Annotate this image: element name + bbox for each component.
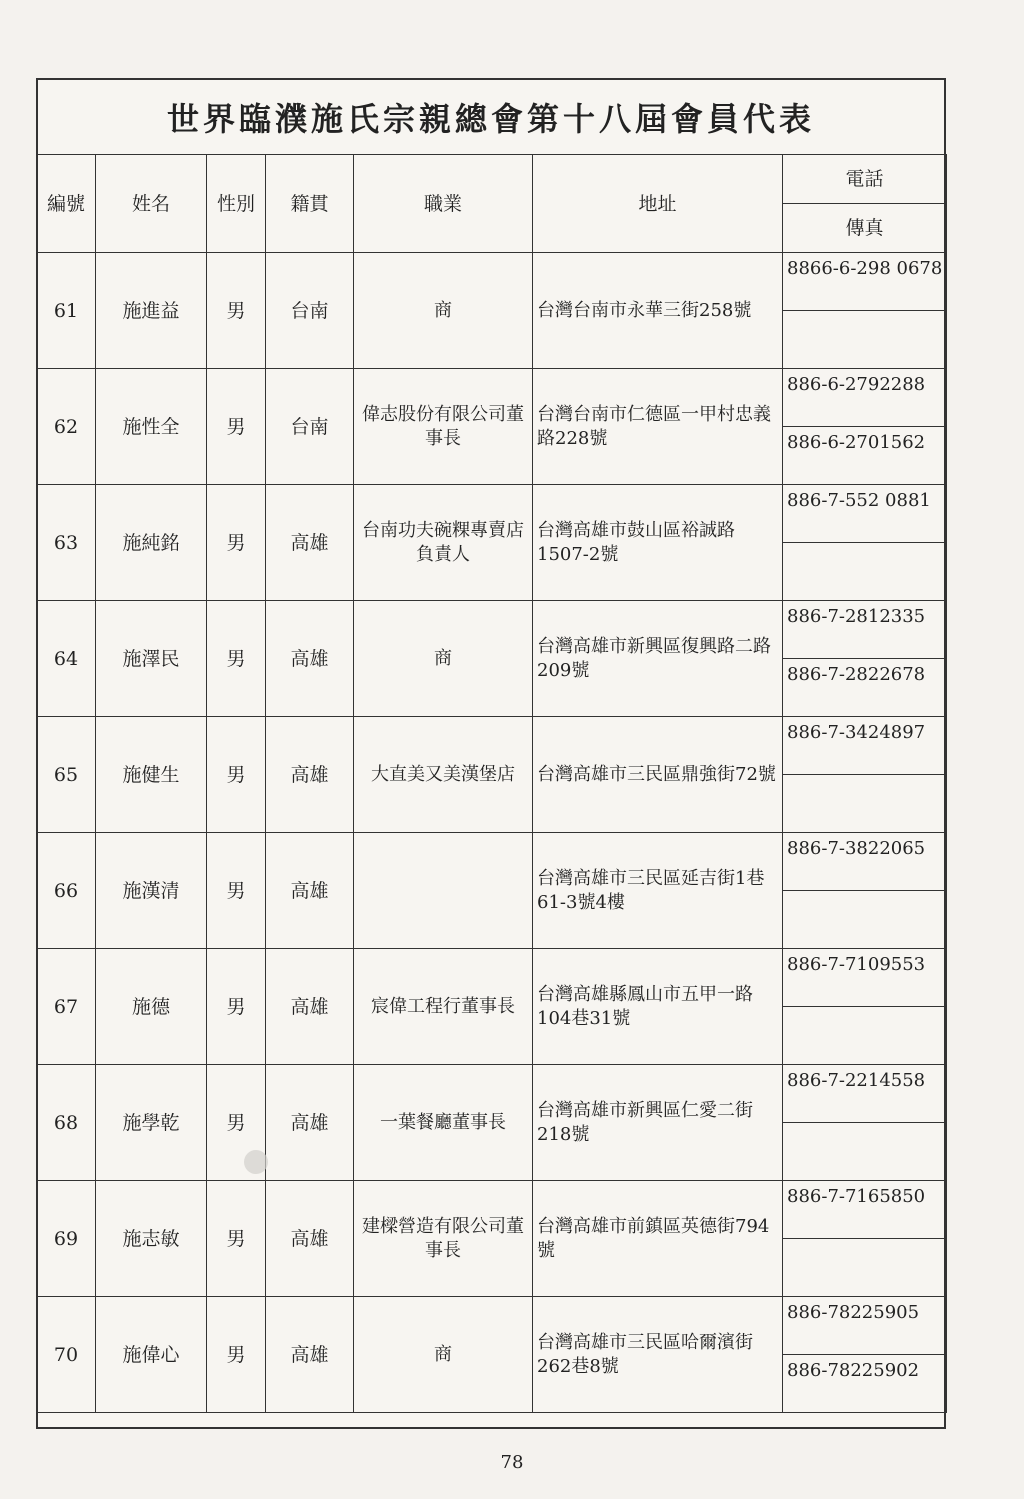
cell-occupation: 建樑營造有限公司董事長 — [354, 1181, 533, 1297]
header-address: 地址 — [533, 155, 783, 253]
cell-fax — [783, 775, 947, 833]
cell-no: 65 — [37, 717, 96, 833]
cell-phone: 8866-6-298 0678 — [783, 253, 947, 311]
table-row — [37, 1297, 947, 1355]
cell-occupation: 宸偉工程行董事長 — [354, 949, 533, 1065]
cell-origin: 台南 — [266, 369, 354, 485]
cell-gender: 男 — [207, 1297, 266, 1413]
cell-name: 施志敏 — [96, 1181, 207, 1297]
cell-gender: 男 — [207, 485, 266, 601]
cell-gender: 男 — [207, 369, 266, 485]
cell-gender: 男 — [207, 949, 266, 1065]
cell-gender: 男 — [207, 1181, 266, 1297]
cell-gender: 男 — [207, 1065, 266, 1181]
cell-fax — [783, 543, 947, 601]
cell-fax — [783, 1007, 947, 1065]
header-fax: 傳真 — [783, 204, 947, 253]
cell-gender: 男 — [207, 601, 266, 717]
header-name: 姓名 — [96, 155, 207, 253]
stain-mark — [244, 1150, 268, 1174]
cell-name: 施學乾 — [96, 1065, 207, 1181]
cell-no: 70 — [37, 1297, 96, 1413]
cell-origin: 高雄 — [266, 1065, 354, 1181]
cell-address: 台灣高雄市三民區哈爾濱街262巷8號 — [533, 1297, 783, 1413]
cell-phone: 886-7-3424897 — [783, 717, 947, 775]
cell-occupation: 大直美又美漢堡店 — [354, 717, 533, 833]
cell-no: 68 — [37, 1065, 96, 1181]
cell-no: 69 — [37, 1181, 96, 1297]
cell-phone: 886-7-7109553 — [783, 949, 947, 1007]
cell-origin: 高雄 — [266, 601, 354, 717]
header-gender: 性別 — [207, 155, 266, 253]
cell-phone: 886-7-552 0881 — [783, 485, 947, 543]
cell-fax: 886-6-2701562 — [783, 427, 947, 485]
cell-occupation — [354, 833, 533, 949]
cell-occupation: 商 — [354, 1297, 533, 1413]
table-row — [37, 949, 947, 1007]
cell-name: 施澤民 — [96, 601, 207, 717]
cell-origin: 高雄 — [266, 485, 354, 601]
cell-address: 台灣高雄縣鳳山市五甲一路104巷31號 — [533, 949, 783, 1065]
cell-origin: 高雄 — [266, 1181, 354, 1297]
cell-name: 施健生 — [96, 717, 207, 833]
cell-no: 62 — [37, 369, 96, 485]
cell-address: 台灣高雄市三民區延吉街1巷61-3號4樓 — [533, 833, 783, 949]
cell-gender: 男 — [207, 833, 266, 949]
cell-occupation: 台南功夫碗粿專賣店負責人 — [354, 485, 533, 601]
cell-no: 63 — [37, 485, 96, 601]
cell-phone: 886-78225905 — [783, 1297, 947, 1355]
cell-origin: 高雄 — [266, 833, 354, 949]
cell-fax: 886-78225902 — [783, 1355, 947, 1413]
cell-name: 施偉心 — [96, 1297, 207, 1413]
cell-fax — [783, 1123, 947, 1181]
cell-occupation: 偉志股份有限公司董事長 — [354, 369, 533, 485]
cell-address: 台灣高雄市三民區鼎強街72號 — [533, 717, 783, 833]
table-row — [37, 1065, 947, 1123]
table-row — [37, 253, 947, 311]
cell-gender: 男 — [207, 253, 266, 369]
cell-name: 施進益 — [96, 253, 207, 369]
member-table — [36, 154, 947, 1413]
cell-address: 台灣高雄市前鎮區英德街794號 — [533, 1181, 783, 1297]
header-origin: 籍貫 — [266, 155, 354, 253]
cell-phone: 886-7-2214558 — [783, 1065, 947, 1123]
cell-origin: 台南 — [266, 253, 354, 369]
cell-name: 施漢清 — [96, 833, 207, 949]
table-row — [37, 601, 947, 659]
cell-phone: 886-6-2792288 — [783, 369, 947, 427]
cell-no: 67 — [37, 949, 96, 1065]
table-row — [37, 1181, 947, 1239]
cell-phone: 886-7-2812335 — [783, 601, 947, 659]
table-row — [37, 717, 947, 775]
table-body — [37, 253, 947, 1413]
document-frame — [36, 78, 946, 1429]
header-occupation: 職業 — [354, 155, 533, 253]
cell-fax — [783, 311, 947, 369]
cell-name: 施純銘 — [96, 485, 207, 601]
cell-address: 台灣高雄市新興區仁愛二街218號 — [533, 1065, 783, 1181]
cell-fax: 886-7-2822678 — [783, 659, 947, 717]
table-row — [37, 485, 947, 543]
cell-occupation: 商 — [354, 253, 533, 369]
cell-address: 台灣高雄市鼓山區裕誠路1507-2號 — [533, 485, 783, 601]
cell-phone: 886-7-7165850 — [783, 1181, 947, 1239]
page-title: 世界臨濮施氏宗親總會第十八屆會員代表 — [166, 100, 815, 138]
cell-no: 61 — [37, 253, 96, 369]
cell-origin: 高雄 — [266, 1297, 354, 1413]
page-number: 78 — [500, 1452, 524, 1473]
cell-origin: 高雄 — [266, 949, 354, 1065]
cell-name: 施性全 — [96, 369, 207, 485]
header-phone: 電話 — [783, 155, 947, 204]
cell-gender: 男 — [207, 717, 266, 833]
cell-name: 施德 — [96, 949, 207, 1065]
header-no: 編號 — [37, 155, 96, 253]
cell-fax — [783, 891, 947, 949]
cell-fax — [783, 1239, 947, 1297]
cell-phone: 886-7-3822065 — [783, 833, 947, 891]
cell-no: 66 — [37, 833, 96, 949]
cell-occupation: 一葉餐廳董事長 — [354, 1065, 533, 1181]
cell-address: 台灣高雄市新興區復興路二路209號 — [533, 601, 783, 717]
table-row — [37, 833, 947, 891]
table-row — [37, 369, 947, 427]
cell-no: 64 — [37, 601, 96, 717]
cell-address: 台灣台南市仁德區一甲村忠義路228號 — [533, 369, 783, 485]
cell-occupation: 商 — [354, 601, 533, 717]
cell-origin: 高雄 — [266, 717, 354, 833]
cell-address: 台灣台南市永華三街258號 — [533, 253, 783, 369]
